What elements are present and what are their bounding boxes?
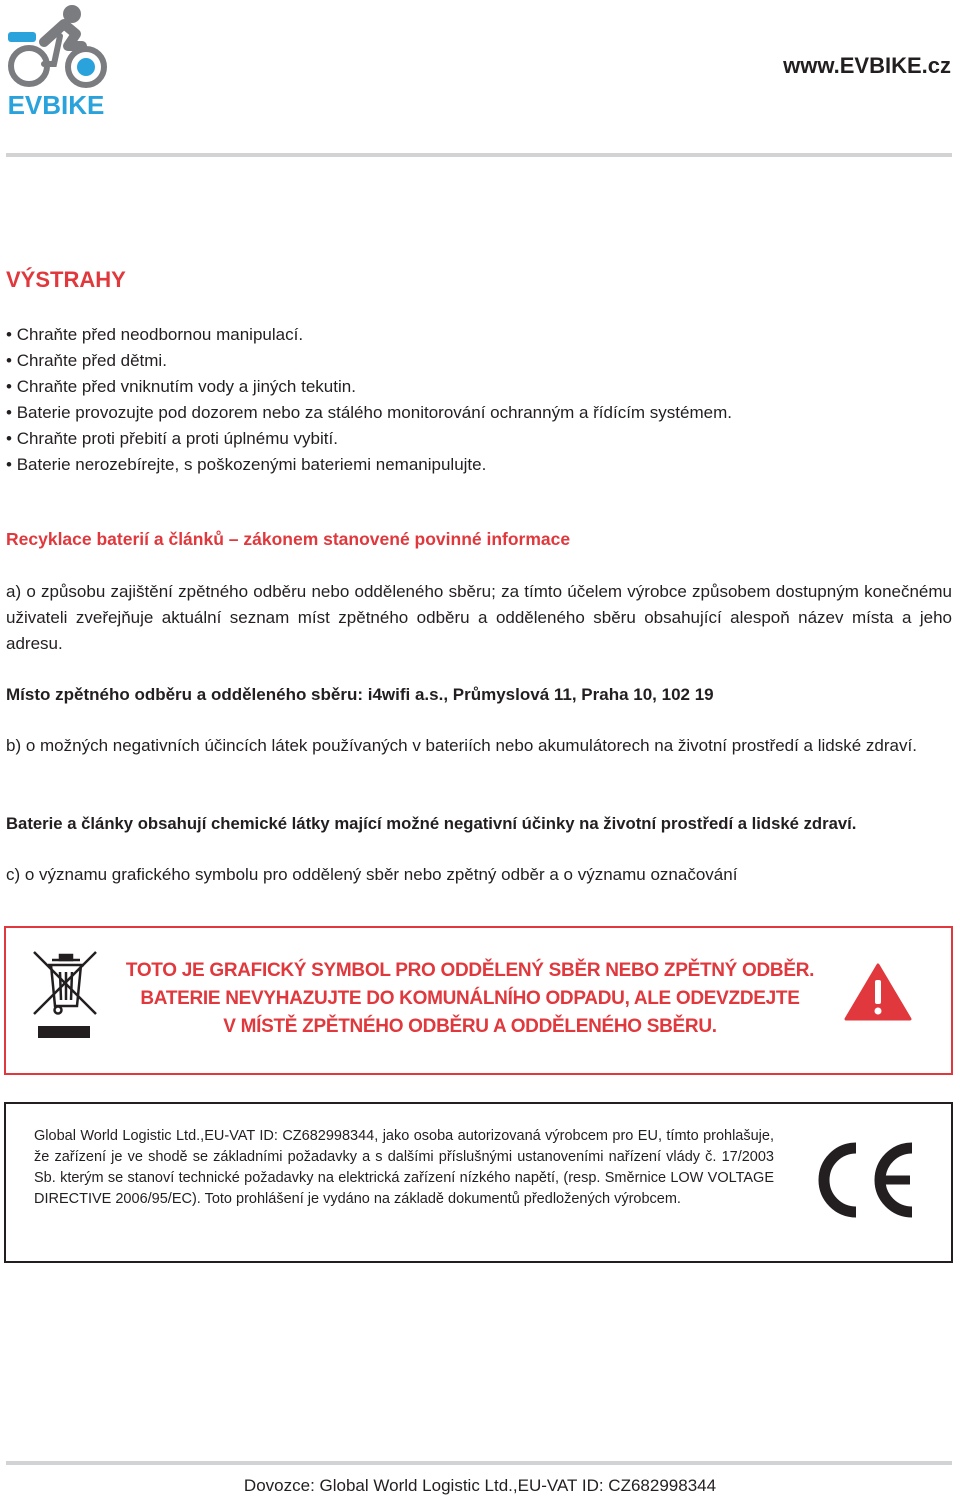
evbike-logo — [4, 2, 108, 118]
bike-rider-icon — [8, 5, 104, 85]
warning-item: • Baterie provozujte pod dozorem nebo za stálého monitorování ochranným a řídícím systémem. — [6, 400, 732, 426]
recycling-paragraph-a: a) o způsobu zajištění zpětného odběru nebo odděleného sběru; za tímto účelem výrobce způsobem dostupným konečnému uživateli zveřejňuje aktuální seznam míst zpětného odběru a odděleného sběru obsahující alespoň název místa a jeho adresu. — [6, 582, 952, 653]
warning-triangle-icon — [843, 962, 913, 1022]
chemical-note: Baterie a články obsahují chemické látky mající možné negativní účinky na životní prostředí a lidské zdraví. — [6, 814, 857, 833]
logo-wordmark: EVBIKE — [7, 90, 105, 118]
recycling-paragraph-b: b) o možných negativních účincích látek používaných v bateriích nebo akumulátorech na životní prostředí a lidské zdraví. — [6, 736, 917, 755]
warning-item: • Baterie nerozebírejte, s poškozenými bateriemi nemanipulujte. — [6, 452, 732, 478]
collection-place: Místo zpětného odběru a odděleného sběru: i4wifi a.s., Průmyslová 11, Praha 10, 102 19 — [6, 685, 714, 704]
recycling-paragraph-c: c) o významu grafického symbolu pro oddělený sběr nebo zpětný odběr a o významu označování — [6, 865, 738, 884]
declaration-text: Global World Logistic Ltd.,EU-VAT ID: CZ682998344, jako osoba autorizovaná výrobcem pro EU, tímto prohlašuje, že zařízení je ve shodě se základními požadavky a s dalšími příslušnými ustanoveními nařízení vlády č. 17/2003 Sb. kterým se stanoví technické požadavky na elektrická zařízení nízkého napětí, (resp. Směrnice LOW VOLTAGE DIRECTIVE 2006/95/EC). Toto prohlášení je vydáno na základě dokumentů předložených výrobcem. — [34, 1128, 774, 1207]
symbol-notice-line: TOTO JE GRAFICKÝ SYMBOL PRO ODDĚLENÝ SBĚR NEBO ZPĚTNÝ ODBĚR. — [125, 960, 815, 981]
ce-mark-icon — [810, 1140, 918, 1220]
symbol-notice-line: BATERIE NEVYHAZUJTE DO KOMUNÁLNÍHO ODPADU, ALE ODEVZDEJTE — [140, 988, 800, 1009]
header-divider — [6, 153, 952, 157]
warning-item: • Chraňte před dětmi. — [6, 348, 732, 374]
symbol-notice-line: V MÍSTĚ ZPĚTNÉHO ODBĚRU A ODDĚLENÉHO SBĚRU. — [223, 1016, 717, 1037]
footer-divider — [6, 1461, 952, 1465]
warnings-heading: VÝSTRAHY — [6, 267, 126, 292]
warning-item: • Chraňte před neodbornou manipulací. — [6, 322, 732, 348]
importer-info: Dovozce: Global World Logistic Ltd.,EU-VAT ID: CZ682998344 — [243, 1476, 717, 1495]
warning-item: • Chraňte proti přebití a proti úplnému vybití. — [6, 426, 732, 452]
warnings-list — [6, 322, 732, 478]
warning-item: • Chraňte před vniknutím vody a jiných tekutin. — [6, 374, 732, 400]
crossed-bin-icon — [30, 948, 100, 1044]
recycling-heading: Recyklace baterií a článků – zákonem stanovené povinné informace — [6, 529, 571, 549]
symbol-notice-text — [110, 957, 830, 1041]
site-url[interactable]: www.EVBIKE.cz — [783, 53, 951, 78]
